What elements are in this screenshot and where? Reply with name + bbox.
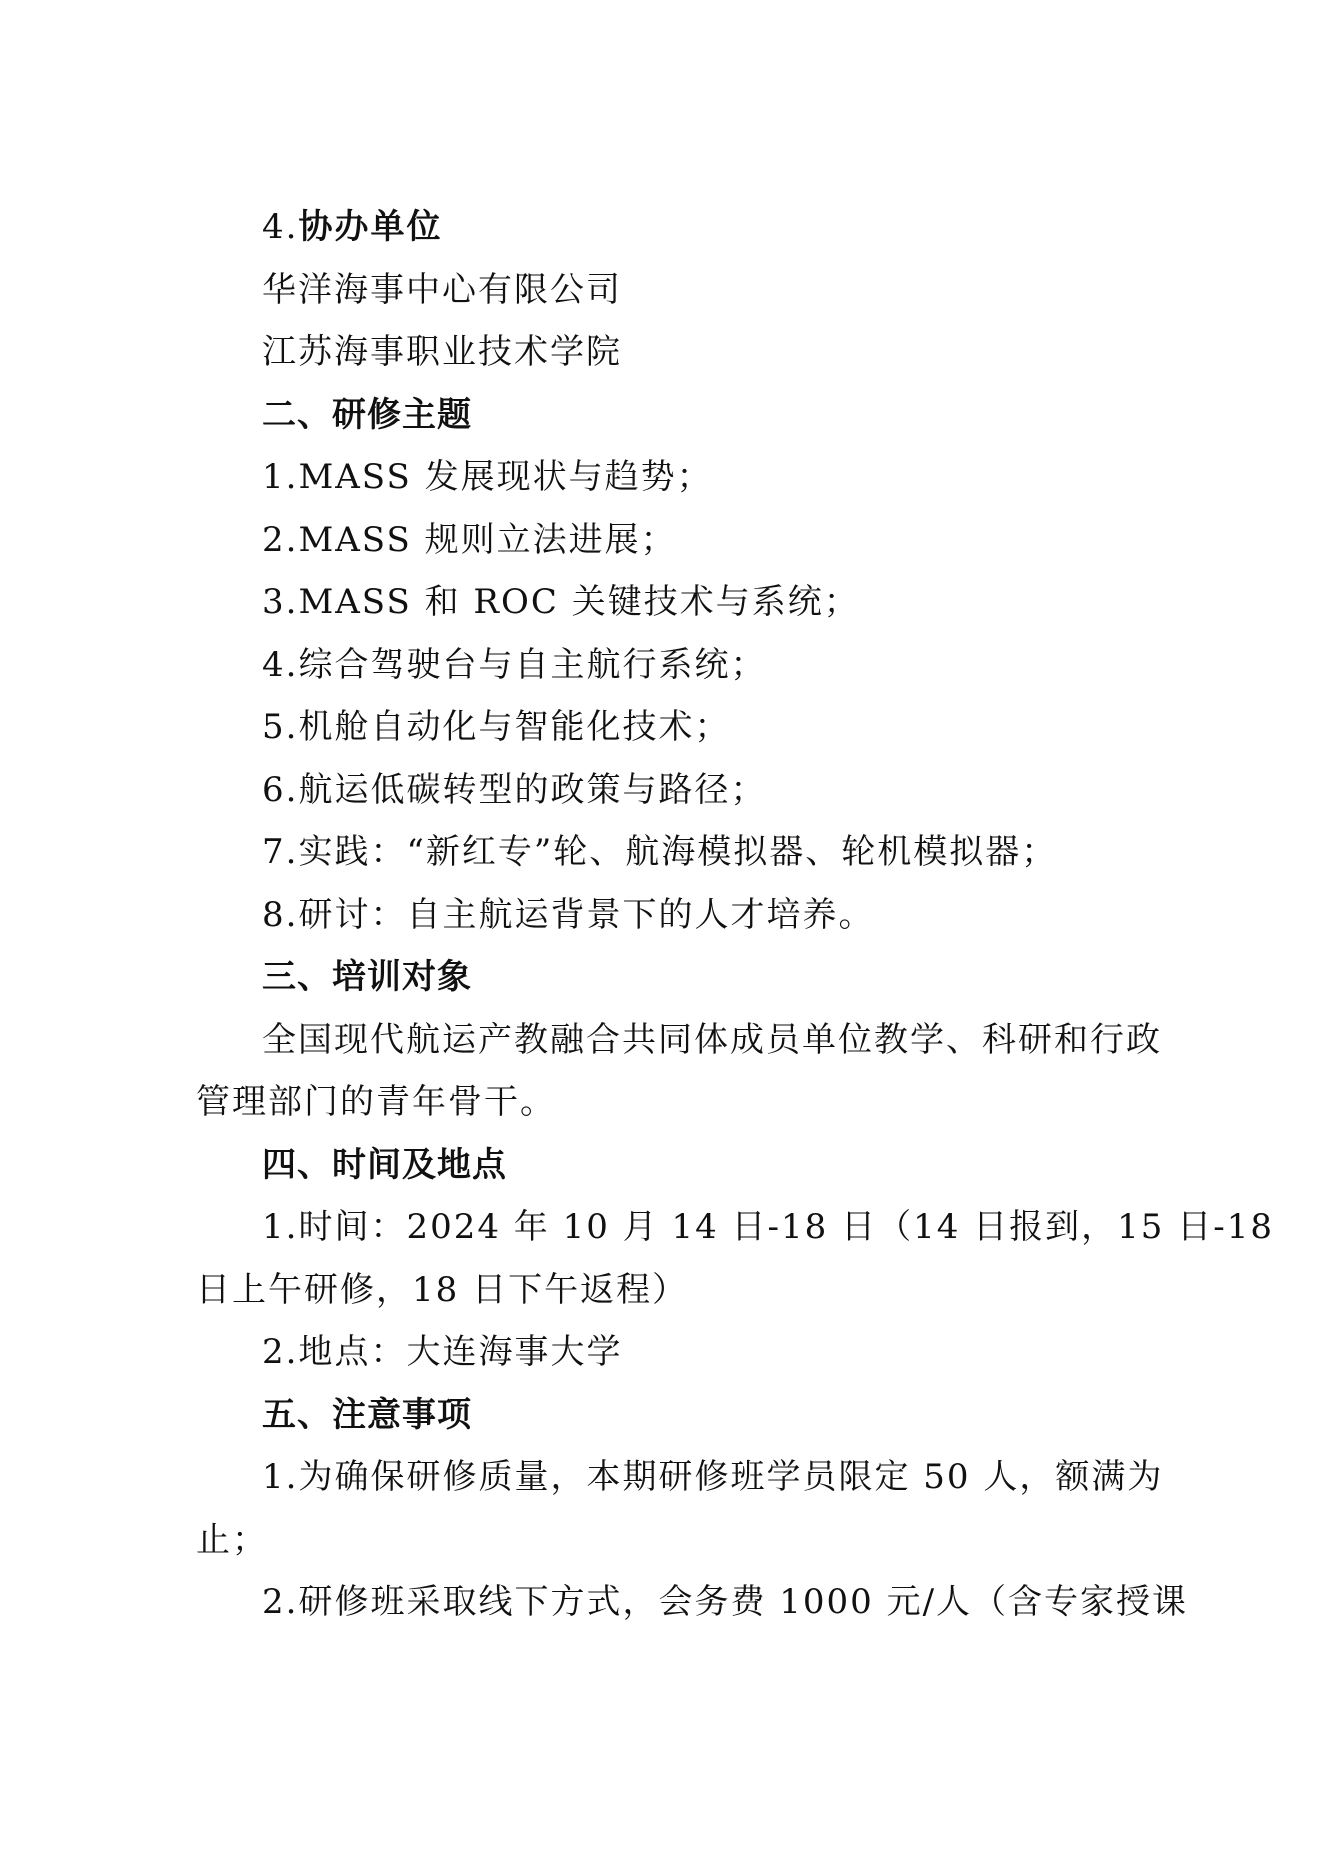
note-1-line-2: 止； <box>196 1519 268 1560</box>
heading-topics: 二、研修主题 <box>262 394 472 435</box>
topic-2: 2.MASS 规则立法进展； <box>262 519 677 560</box>
heading-notes: 五、注意事项 <box>262 1394 472 1435</box>
topic-8: 8.研讨：自主航运背景下的人才培养。 <box>262 894 875 935</box>
section-4-title: 协办单位 <box>298 207 443 247</box>
target-line-2: 管理部门的青年骨干。 <box>196 1082 556 1122</box>
topic-1: 1.MASS 发展现状与趋势； <box>262 457 713 497</box>
time-line-1: 1.时间：2024 年 10 月 14 日-18 日（14 日报到，15 日-18 <box>262 1207 1274 1247</box>
place-line: 2.地点：大连海事大学 <box>262 1332 623 1372</box>
time-line-2: 日上午研修，18 日下午返程） <box>196 1269 689 1310</box>
target-line-1: 全国现代航运产教融合共同体成员单位教学、科研和行政 <box>262 1019 1162 1060</box>
topic-7: 7.实践：“新红专”轮、航海模拟器、轮机模拟器； <box>262 832 1058 872</box>
organizer-2: 江苏海事职业技术学院 <box>262 332 622 372</box>
section-4-number: 4. <box>262 207 299 247</box>
topic-6: 6.航运低碳转型的政策与路径； <box>262 769 767 810</box>
topic-4: 4.综合驾驶台与自主航行系统； <box>262 644 767 685</box>
note-2-line-1: 2.研修班采取线下方式，会务费 1000 元/人（含专家授课 <box>262 1582 1189 1622</box>
section-4-heading <box>196 196 1136 259</box>
topic-5: 5.机舱自动化与智能化技术； <box>262 707 731 747</box>
topic-3: 3.MASS 和 ROC 关键技术与系统； <box>262 582 860 622</box>
heading-target: 三、培训对象 <box>262 957 472 997</box>
heading-time-place: 四、时间及地点 <box>262 1144 507 1185</box>
document-page <box>196 196 1274 1634</box>
note-1-line-1: 1.为确保研修质量，本期研修班学员限定 50 人，额满为 <box>262 1457 1164 1497</box>
organizer-1: 华洋海事中心有限公司 <box>262 269 622 310</box>
